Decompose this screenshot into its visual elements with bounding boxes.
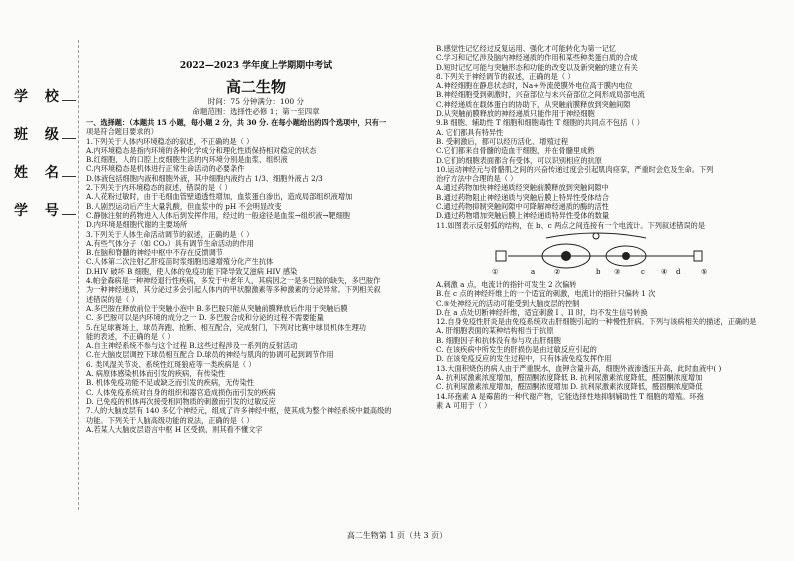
right-question-list [436,44,782,230]
reflex-arc-figure [436,232,782,278]
left-column [86,0,426,434]
binding-divider [78,40,79,510]
text-line: C. 抗利尿激素浓度增加，醛固酮浓度增加 D. 抗利尿激素浓度降低，醛固酮浓度降低 [436,382,703,392]
label-5: ⑤ [701,267,708,276]
label-2: ② [554,267,561,276]
class-label: 班 级 [14,127,65,143]
text-line: A.若某人大脑皮层语言中枢 H 区受损，则其看不懂文字 [86,424,263,434]
label-d: d [676,267,681,276]
text-line: 1.下列关于人体内环境稳态的叙述，不正确的是（ ） [86,136,254,146]
right-question-list-2 [436,280,782,410]
text-line: 5.在足球赛场上，球员奔跑、抢断、相互配合，完成射门，下列对比赛中球员机体生理功 [86,322,366,332]
text-line: C.神经递质在载体蛋白的协助下，从突触前膜释放到突触间隙 [436,99,631,109]
text-line: D. 在该免疫反应的发生过程中，只有体液免疫发挥作用 [436,354,612,364]
school-line [62,100,76,101]
text-line: B.通过药物阻止神经递质与突触后膜上特异性受体结合 [436,192,609,202]
text-line: B.红细胞，人的口腔上皮细胞生活的内环境分别是血浆、组织液 [86,155,288,165]
text-line: C.人体第二次注射乙肝疫苗时浆细胞迅速增殖分化产生抗体 [86,257,274,267]
text-line: A.通过药物加快神经递质经突触前膜释放到突触间隙中 [436,183,609,193]
text-line: 治疗方法中合理的是（ ） [436,174,518,184]
text-line: 能的表述，不正确的是（ ） [86,331,175,341]
text-line: D.通过药物增加突触后膜上神经递质特异性受体的数量 [436,211,610,221]
text-line: 6. 类风湿关节炎、系统性红斑狼疮等一类疾病是（ ） [86,359,256,369]
text-line: C.在大脑皮层调控下球员相互配合 D.球员的神经与肌肉的协调可起到调节作用 [86,350,334,360]
text-line: A. 抗利尿激素浓度增加，醛固酮浓度降低 B. 抗利尿激素浓度降低，醛固酮浓度增加 [436,372,703,382]
text-line: 10.运动神经元与骨骼肌之间的兴奋传递过度会引起肌肉痉挛，严重时会危及生命。下列 [436,164,714,174]
text-line: A. 它们都具有特异性 [436,127,504,137]
label-3: ③ [614,267,621,276]
text-line: 13.大面积烧伤的病人由于严重脱水，血钾含量升高，细胞外液渗透压升高，此时血液中( ) [436,363,722,373]
text-line: B. 细胞因子和抗体没有参与攻击肝细胞 [436,335,561,345]
text-line: 4.帕金森病是一种神经退行性疾病，多发于中老年人，其病因之一是多巴胺的缺失，多巴胺作 [86,276,381,286]
text-line: A.自主神经系统不参与这个过程 B.这些过程涉及一系列的反射活动 [86,341,298,351]
text-line: D.内环境是细胞代谢的主要场所 [86,220,188,230]
text-line: D. 已免疫的机体再次接受相同物质的刺激而引发的过敏反应 [86,396,276,406]
exam-title: 2022—2023 学年度上学期期中考试 [179,61,333,71]
text-line: 素 A 可用于（ ） [436,400,492,410]
text-line: C. 多巴胺可以是内环境的成分之一 D. 多巴胺合成和分泌的过程不需要能量 [86,313,324,323]
text-line: C. 人体免疫系统对自身的组织和器官造成损伤而引发的疾病 [86,387,276,397]
time-score: 时间：75 分钟满分：100 分 [207,97,305,106]
student-id-label: 学 号 [14,203,65,219]
label-c: c [641,267,645,276]
class-line [62,138,76,139]
text-line: 3.下列关于人体生命活动调节的叙述，正确的是（ ） [86,229,254,239]
student-id-line [62,214,76,215]
text-line: A.人花粉过敏时，由于毛细血管壁通透性增加，血浆蛋白渗出，造成局部组织液增加 [86,192,353,202]
name-line [62,176,76,177]
text-line: C.内环境稳态是机体进行正常生命活动的必要条件 [86,164,245,174]
text-line: D.它们的细胞表面都含有受体，可以识别相应的抗原 [436,155,602,165]
text-line: C.学习和记忆涉及脑内神经递质的作用和某些种类蛋白质的合成 [436,53,638,63]
text-line: A.神经细胞在静息状态时，Na+外流使膜外电位高于膜内电位 [436,81,633,91]
text-line: 项是符合题目要求的） [86,127,158,137]
text-line: C.通过药物抑制突触间隙中可降解神经递质的酶的活性 [436,202,609,212]
text-line: A.多巴胺在释放前位于突触小泡中 B.多巴胺只能从突触前膜释放后作用于突触后膜 [86,303,348,313]
text-line: 12.自身免疫性肝炎是由免疫系统攻击肝细胞引起的一种慢性肝病。下列与该病相关的描述，正确的是 [436,317,757,327]
text-line: 功能。下列关于人脑高级功能的说法，正确的是（ ） [86,415,254,425]
text-line: 为一种神经递质，其分泌过多会引起人体内的甲状腺激素等多种激素的分泌异常。下列相关叙 [86,285,381,295]
text-line: 9.B 细胞、辅助性 T 细胞和细胞毒性 T 细胞的共同点不包括（ ） [436,118,644,128]
text-line: A. 病原体感染机体而引发的疾病，有传染性 [86,369,226,379]
left-question-list [86,118,426,434]
text-line: A.内环境稳态是指内环境的各种化学成分和理化性质保持相对稳定的状态 [86,145,317,155]
text-line: B.感觉性记忆经过反复运用、强化才可能转化为第一记忆 [436,44,617,53]
text-line: B. 机体免疫功能不足或缺乏而引发的疾病，无传染性 [86,378,254,388]
text-line: C.⑤处神经元的活动可能受到大脑皮层的控制 [436,298,580,308]
reflex-arc-diagram [436,232,782,278]
text-line: D.从突触前膜释放的神经递质只能作用于神经细胞 [436,109,595,119]
text-line: B.神经细胞受到刺激时，兴奋部位与未兴奋部位之间形成局部电流 [436,90,645,100]
text-line: A.有些气体分子（如 CO₂）具有调节生命活动的作用 [86,238,254,248]
text-line: 7.人的大脑皮层有 140 多亿个神经元，组成了许多神经中枢，使其成为整个神经系统中最高级的 [86,406,392,416]
subject-title: 高二生物 [225,78,286,96]
text-line: D.在 a 点处切断神经纤维，适宜刺激 I 、II 时，均不发生信号转换 [436,307,648,317]
text-line: 述错误的是（ ） [86,294,139,304]
text-line: B. 受刺激后，都可以经历活化、增殖过程 [436,136,569,146]
label-1: ① [492,267,499,276]
text-line: 14.环孢素 A 是霉菌的一种代谢产物，它能选择性地抑制辅助性 T 细胞的增殖。环孢 [436,391,704,401]
right-column [436,44,782,410]
text-line: D.体液包括细胞内液和细胞外液，其中细胞内液约占 1/3、细胞外液占 2/3 [86,173,323,183]
text-line: D.短时记忆可能与突触形态和功能的改变以及新突触的建立有关 [436,62,638,72]
label-a: a [531,267,536,276]
text-line: 2.下列关于内环境稳态的叙述，错误的是（ ） [86,183,232,193]
text-line: C.静脉注射的药物进入人体后到发挥作用，经过的一般途径是血浆→组织液→靶细胞 [86,210,350,220]
page-footer: 高二生物第 1 页（共 3 页） [346,531,448,540]
text-line: A.刺激 a 点，电流计的指针可发生 2 次偏转 [436,279,577,289]
label-b: b [596,267,601,276]
text-line: D.HIV 破坏 B 细胞，使人体的免疫功能下降导致艾滋病 HIV 感染 [86,266,298,276]
text-line: B.在 c 点的神经纤维上的一个适宜的刺激，电流计的指针只偏转 1 次 [436,289,656,299]
text-line: 一、选择题：（本题共 15 小题，每小题 2 分，共 30 分. 在每小题给出的四个选项中，只有一 [86,118,387,127]
binding-margin [14,78,76,228]
school-label: 学 校 [14,89,65,105]
text-line: B.人剧烈运动后产生大量乳酸，但血浆中的 pH 不会明显改变 [86,201,282,211]
exam-scope: 命题范围：选择性必修 1；第一至四章 [192,107,320,116]
text-line: A. 肝细胞表面的某种结构相当于抗原 [436,326,554,336]
text-line: 8.下列关于神经调节的叙述，正确的是（ ） [436,71,575,81]
text-line: 11.如图表示反射弧的结构，在 b、c 两点之间连接有一个电流计。下列叙述错误的是 [436,220,706,230]
label-4: ④ [661,267,668,276]
text-line: C.它们都来自骨髓的造血干细胞，并在骨髓里成熟 [436,146,595,156]
text-line: C. 在该疾病中所发生的肝损伤是由过敏反应引起的 [436,345,597,355]
name-label: 姓 名 [14,165,65,181]
text-line: B.在脑和脊髓的神经中枢中不存在反馈调节 [86,248,223,258]
